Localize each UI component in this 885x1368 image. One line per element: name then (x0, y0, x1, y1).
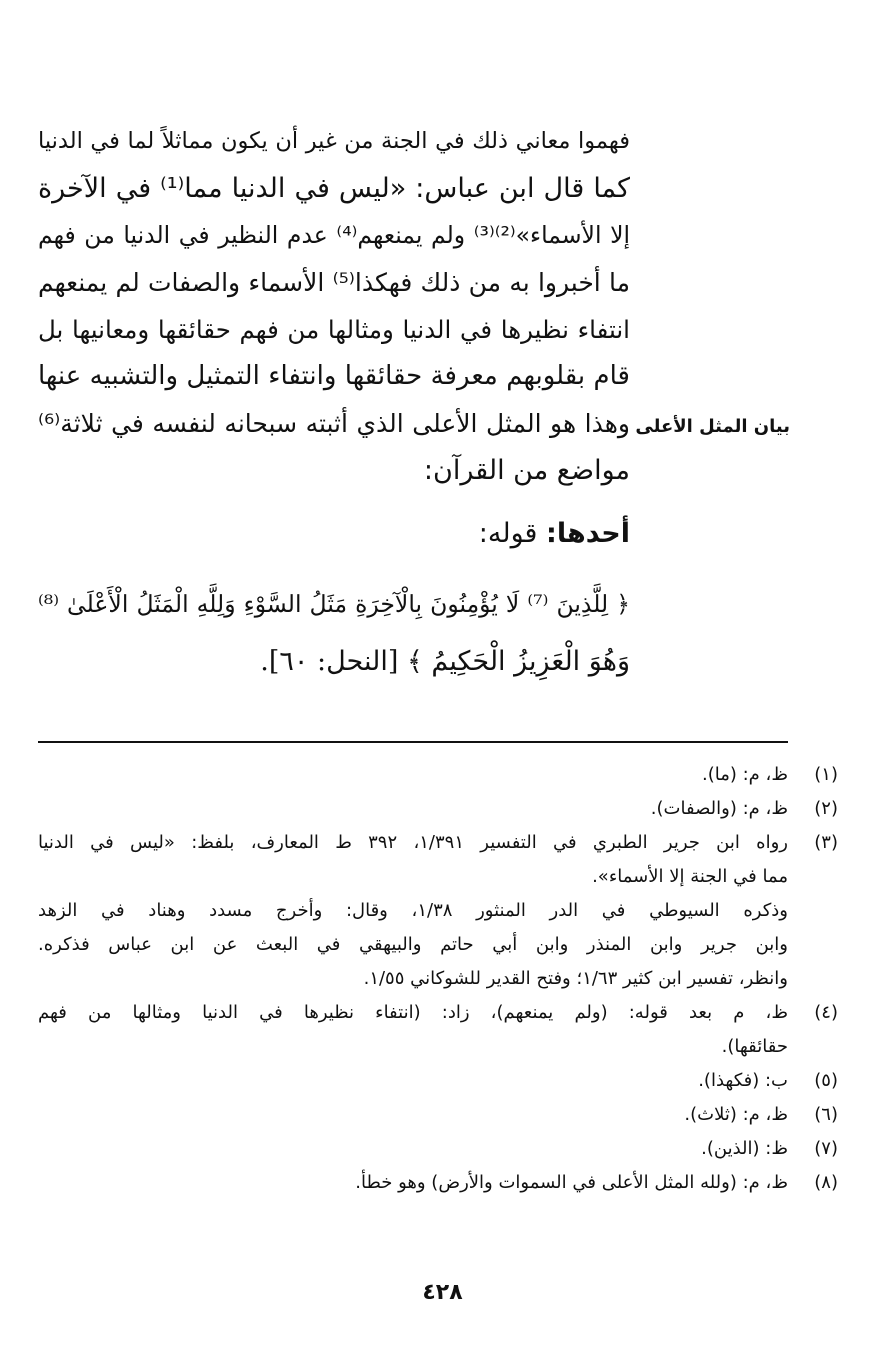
main-text-line: انتفاء نظيرها في الدنيا ومثالها من فهم حقائقها ومعانيها بل (38, 315, 630, 344)
main-text-line: فهموا معاني ذلك في الجنة من غير أن يكون مماثلاً لما في الدنيا (38, 128, 630, 154)
heading-bold: أحدها: (546, 518, 630, 549)
footnote-line: ب: (فكهذا). (698, 1070, 788, 1091)
footnote-line: وانظر، تفسير ابن كثير ١/٦٣؛ وفتح القدير للشوكاني ١/٥٥. (363, 968, 788, 989)
footnote-line: ظ، م: (والصفات). (650, 798, 788, 819)
section-heading (479, 510, 630, 557)
footnote-line: ظ: (الذين). (701, 1138, 788, 1159)
main-text (38, 118, 630, 494)
footnote (38, 1132, 838, 1166)
quran-verse (38, 575, 630, 691)
quran-line: وَهُوَ الْعَزِيزُ الْحَكِيمُ ﴾ [النحل: ٦٠]. (260, 646, 630, 677)
main-text-line: وهذا هو المثل الأعلى الذي أثبته سبحانه لنفسه في ثلاثة⁽⁶⁾ (38, 409, 630, 438)
main-text-line: كما قال ابن عباس: «ليس في الدنيا مما⁽¹⁾ في الآخرة (38, 173, 631, 204)
footnote (38, 1064, 838, 1098)
margin-note: بيان المثل الأعلى (635, 416, 790, 437)
footnote-line: مما في الجنة إلا الأسماء». (592, 866, 788, 887)
footnotes (38, 758, 838, 1200)
footnote-number: (٨) (814, 1172, 838, 1193)
footnote-separator (38, 741, 788, 743)
main-text-line: إلا الأسماء»⁽²⁾⁽³⁾ ولم يمنعهم⁽⁴⁾ عدم النظير في الدنيا من فهم (38, 221, 630, 249)
footnote (38, 792, 838, 826)
footnote-number: (٦) (814, 1104, 838, 1125)
quran-line: ﴿ لِلَّذِينَ ⁽⁷⁾ لَا يُؤْمِنُونَ بِالْآخِرَةِ مَثَلُ السَّوْءِ وَلِلَّهِ الْمَثَلُ الْأَعْلَىٰ ⁽⁸⁾ (38, 590, 630, 618)
footnote-number: (٤) (814, 1002, 838, 1023)
footnote-line: ظ، م بعد قوله: (ولم يمنعهم)، زاد: (انتفاء نظيرها في الدنيا ومثالها من فهم (38, 1002, 788, 1023)
main-text-line: قام بقلوبهم معرفة حقائقها وانتفاء التمثيل والتشبيه عنها (38, 361, 630, 391)
footnote-line: وابن جرير وابن المنذر وابن أبي حاتم والبيهقي في البعث عن ابن عباس فذكره. (38, 934, 788, 955)
footnote-number: (٥) (814, 1070, 838, 1091)
footnote (38, 1098, 838, 1132)
page-number: ٤٢٨ (422, 1280, 463, 1305)
footnote-line: ظ، م: (ثلاث). (684, 1104, 788, 1125)
footnote (38, 826, 838, 996)
footnote (38, 1166, 838, 1200)
footnote-number: (٢) (814, 798, 838, 819)
footnote-line: رواه ابن جرير الطبري في التفسير ١/٣٩١، ٣٩٢ ط المعارف، بلفظ: «ليس في الدنيا (38, 832, 788, 853)
main-text-line: مواضع من القرآن: (423, 455, 630, 486)
footnote-number: (٧) (814, 1138, 838, 1159)
footnote-line: ظ، م: (ولله المثل الأعلى في السموات والأرض) وهو خطأ. (355, 1172, 788, 1193)
footnote (38, 758, 838, 792)
footnote-line: حقائقها). (721, 1036, 788, 1057)
footnote-number: (١) (814, 764, 838, 785)
main-text-line: ما أخبروا به من ذلك فهكذا⁽⁵⁾ الأسماء والصفات لم يمنعهم (38, 268, 630, 297)
footnote-line: ظ، م: (ما). (701, 764, 788, 785)
footnote-line: وذكره السيوطي في الدر المنثور ١/٣٨، وقال: وأخرج مسدد وهناد في الزهد (38, 900, 788, 921)
heading-rest: قوله: (478, 518, 547, 549)
footnote (38, 996, 838, 1064)
footnote-number: (٣) (814, 832, 838, 853)
